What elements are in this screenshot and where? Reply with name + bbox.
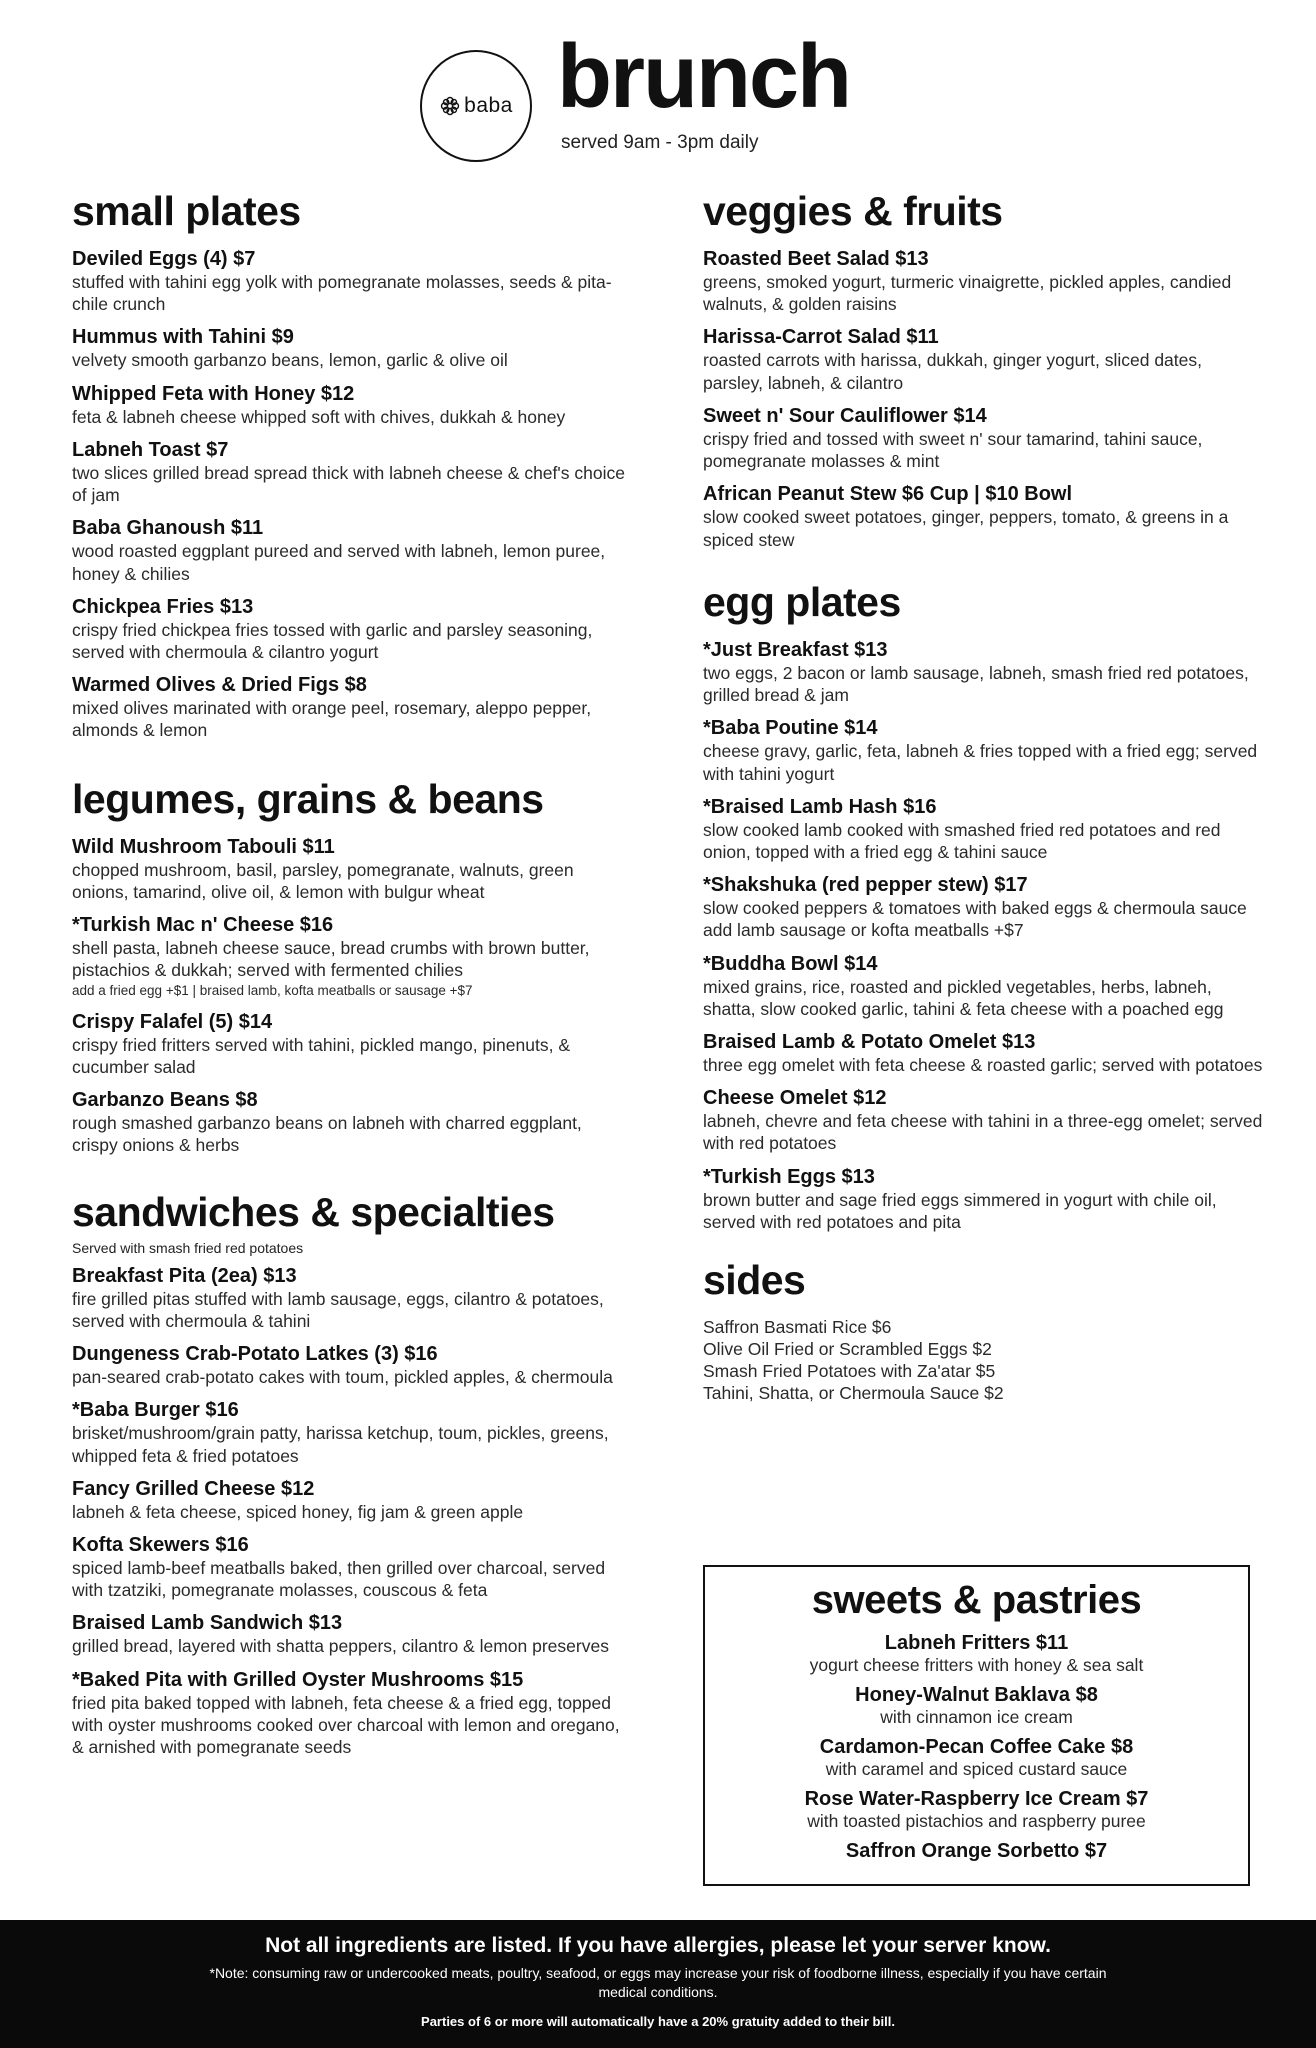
menu-item [72,1398,632,1466]
gratuity-notice: Parties of 6 or more will automatically have a 20% gratuity added to their bill. [421,2013,895,2029]
menu-item [703,873,1263,941]
item-description: with caramel and spiced custard sauce [825,1758,1128,1779]
item-name: *Baba Poutine $14 [703,717,878,740]
side-item: Smash Fried Potatoes with Za'atar $5 [703,1361,996,1382]
menu-item [715,1683,1238,1729]
left-column [72,190,632,1768]
item-description: mixed grains, rice, roasted and pickled vegetables, herbs, labneh, shatta, slow cooked garlic, tahini & feta cheese with a poached egg [703,976,1224,1019]
item-description: crispy fried fritters served with tahini, pickled mango, pinenuts, & cucumber salad [72,1034,570,1078]
item-name: Labneh Fritters $11 [884,1632,1069,1654]
item-description: stuffed with tahini egg yolk with pomegranate molasses, seeds & pita-chile crunch [72,272,612,315]
item-name: *Baked Pita with Grilled Oyster Mushrooms $15 [72,1668,524,1691]
item-name: Garbanzo Beans $8 [72,1089,258,1112]
item-name: Labneh Toast $7 [72,438,229,461]
health-disclaimer: *Note: consuming raw or undercooked meats, poultry, seafood, or eggs may increase your risk of foodborne illness, especially if you have certain medical conditions. [209,1965,1107,2000]
menu-item [715,1787,1238,1833]
menu-item [72,438,632,506]
menu-item [715,1839,1238,1863]
item-description: two slices grilled bread spread thick with labneh cheese & chef's choice of jam [72,462,625,506]
item-description: yogurt cheese fritters with honey & sea salt [809,1655,1144,1675]
item-add-on: add a fried egg +$1 | braised lamb, kofta meatballs or sausage +$7 [72,982,473,998]
item-name: *Baba Burger $16 [72,1399,239,1422]
menu-item [72,1668,632,1759]
menu-item [72,1533,632,1601]
item-description: pan-seared crab-potato cakes with toum, pickled apples, & chermoula [72,1367,613,1388]
menu-item [72,325,632,371]
section-sides [703,1259,1263,1404]
item-name: Chickpea Fries $13 [72,595,254,618]
menu-item [72,516,632,584]
item-name: Roasted Beet Salad $13 [703,248,929,271]
item-name: Baba Ghanoush $11 [72,517,264,540]
item-description: mixed olives marinated with orange peel, rosemary, aleppo pepper, almonds & lemon [72,698,592,741]
menu-item [703,1086,1263,1154]
section-legumes-grains-beans [72,775,632,1157]
item-description: brown butter and sage fried eggs simmered in yogurt with chile oil, served with red potatoes and pita [703,1189,1217,1232]
menu-item [715,1631,1238,1677]
section-sandwiches-specialties [72,1188,632,1759]
item-name: Fancy Grilled Cheese $12 [72,1477,315,1500]
logo-text: baba [464,94,513,117]
item-description: spiced lamb-beef meatballs baked, then grilled over charcoal, served with tzatziki, pomegranate molasses, couscous & feta [72,1558,606,1601]
item-name: Kofta Skewers $16 [72,1534,249,1557]
item-name: Saffron Orange Sorbetto $7 [845,1839,1108,1862]
menu-item [72,1477,632,1523]
item-description: crispy fried chickpea fries tossed with garlic and parsley seasoning, served with chermoula & cilantro yogurt [72,619,593,663]
menu-item [72,673,632,741]
section-title: egg plates [703,578,901,625]
menu-item [715,1735,1238,1781]
allergy-notice: Not all ingredients are listed. If you have allergies, please let your server know. [265,1934,1051,1957]
section-egg-plates [703,578,1263,1233]
item-name: Breakfast Pita (2ea) $13 [72,1264,297,1287]
item-name: *Turkish Eggs $13 [703,1165,875,1188]
page-subtitle: served 9am - 3pm daily [561,132,759,153]
section-veggies-fruits [703,190,1263,551]
section-small-plates [72,190,632,742]
menu-header [0,27,1316,162]
item-name: Cardamon-Pecan Coffee Cake $8 [819,1735,1134,1758]
item-description: cheese gravy, garlic, feta, labneh & fries topped with a fried egg; served with tahini yogurt [703,741,1258,784]
menu-item [703,404,1263,472]
menu-item [72,1010,632,1078]
section-note: Served with smash fried red potatoes [72,1239,304,1256]
menu-item [72,1611,632,1657]
item-description: labneh, chevre and feta cheese with tahini in a three-egg omelet; served with red potatoes [703,1111,1263,1154]
section-title: small plates [72,188,301,234]
item-description: with cinnamon ice cream [880,1706,1073,1727]
item-name: *Buddha Bowl $14 [703,952,878,975]
section-title: sandwiches & specialties [72,1188,555,1235]
item-description: slow cooked peppers & tomatoes with baked eggs & chermoula sauce [703,898,1247,919]
menu-item [703,638,1263,706]
item-name: *Braised Lamb Hash $16 [703,795,937,818]
menu-item [703,482,1263,550]
item-name: *Shakshuka (red pepper stew) $17 [703,874,1028,897]
menu-item [72,1342,632,1388]
item-name: Sweet n' Sour Cauliflower $14 [703,404,987,427]
menu-item [703,1030,1263,1076]
item-description: grilled bread, layered with shatta peppers, cilantro & lemon preserves [72,1636,609,1657]
item-name: Rose Water-Raspberry Ice Cream $7 [804,1787,1149,1810]
item-name: Crispy Falafel (5) $14 [72,1010,273,1033]
baba-logo [420,50,532,162]
item-description: slow cooked sweet potatoes, ginger, peppers, tomato, & greens in a spiced stew [703,507,1229,550]
item-description: rough smashed garbanzo beans on labneh with charred eggplant, crispy onions & herbs [72,1113,582,1156]
menu-item [72,382,632,428]
item-description: wood roasted eggplant pureed and served with labneh, lemon puree, honey & chilies [72,541,606,584]
menu-item [703,247,1263,315]
item-description: brisket/mushroom/grain patty, harissa ketchup, toum, pickles, greens, whipped feta & fried potatoes [72,1423,609,1466]
section-title: sides [703,1257,806,1304]
side-item: Olive Oil Fried or Scrambled Eggs $2 [703,1339,992,1360]
item-name: Dungeness Crab-Potato Latkes (3) $16 [72,1343,438,1366]
side-item: Saffron Basmati Rice $6 [703,1317,892,1338]
menu-item [72,835,632,903]
item-name: Cheese Omelet $12 [703,1087,887,1110]
menu-item [72,247,632,315]
item-description: labneh & feta cheese, spiced honey, fig jam & green apple [72,1501,524,1522]
item-description: feta & labneh cheese whipped soft with chives, dukkah & honey [72,406,566,427]
menu-item [72,913,632,1000]
item-name: Warmed Olives & Dried Figs $8 [72,674,367,697]
menu-item [72,1264,632,1332]
item-description: with toasted pistachios and raspberry puree [807,1810,1146,1831]
item-description: fried pita baked topped with labneh, feta cheese & a fried egg, topped with oyster mushrooms cooked over charcoal with lemon and oregano, & arnished with pomegranate seeds [72,1692,620,1758]
item-name: Deviled Eggs (4) $7 [72,248,256,271]
section-title: veggies & fruits [703,188,1003,234]
section-sweets-pastries [703,1565,1250,1886]
menu-footer [0,1920,1316,2048]
item-description: three egg omelet with feta cheese & roasted garlic; served with potatoes [703,1055,1263,1076]
item-name: *Just Breakfast $13 [703,638,888,661]
side-item: Tahini, Shatta, or Chermoula Sauce $2 [703,1383,1004,1404]
item-name: Braised Lamb & Potato Omelet $13 [703,1031,1036,1054]
item-description: roasted carrots with harissa, dukkah, ginger yogurt, sliced dates, parsley, labneh, & cilantro [703,350,1202,393]
item-name: *Turkish Mac n' Cheese $16 [72,914,334,937]
item-description: shell pasta, labneh cheese sauce, bread crumbs with brown butter, pistachios & dukkah; served with fermented chilies [72,938,590,981]
item-description: slow cooked lamb cooked with smashed fried red potatoes and red onion, topped with a fried egg & tahini sauce [703,819,1221,862]
item-description: greens, smoked yogurt, turmeric vinaigrette, pickled apples, candied walnuts, & golden raisins [703,272,1232,315]
item-name: Harissa-Carrot Salad $11 [703,326,939,349]
menu-item [703,952,1263,1020]
item-name: Braised Lamb Sandwich $13 [72,1612,343,1635]
menu-item [703,325,1263,393]
sides-list [703,1316,1263,1404]
item-description: velvety smooth garbanzo beans, lemon, garlic & olive oil [72,350,508,371]
page-title: brunch [557,27,850,127]
item-description: fire grilled pitas stuffed with lamb sausage, eggs, cilantro & potatoes, served with chermoula & tahini [72,1288,604,1331]
item-name: Whipped Feta with Honey $12 [72,382,355,405]
menu-item [703,795,1263,863]
right-column [703,190,1263,1404]
flower-icon [439,95,461,117]
item-name: Honey-Walnut Baklava $8 [855,1683,1098,1706]
item-add-on: add lamb sausage or kofta meatballs +$7 [703,920,1024,941]
item-name: Wild Mushroom Tabouli $11 [72,835,335,858]
item-description: chopped mushroom, basil, parsley, pomegranate, walnuts, green onions, tamarind, olive oil, & lemon with bulgur wheat [72,859,574,902]
item-name: Hummus with Tahini $9 [72,326,294,349]
menu-item [703,1165,1263,1233]
menu-item [72,1088,632,1156]
section-title: legumes, grains & beans [72,775,544,822]
menu-item [72,595,632,663]
item-name: African Peanut Stew $6 Cup | $10 Bowl [703,483,1073,506]
section-title: sweets & pastries [811,1578,1142,1622]
item-description: crispy fried and tossed with sweet n' sour tamarind, tahini sauce, pomegranate molasses & mint [703,428,1203,472]
menu-item [703,716,1263,784]
item-description: two eggs, 2 bacon or lamb sausage, labneh, smash fried red potatoes, grilled bread & jam [703,662,1249,706]
